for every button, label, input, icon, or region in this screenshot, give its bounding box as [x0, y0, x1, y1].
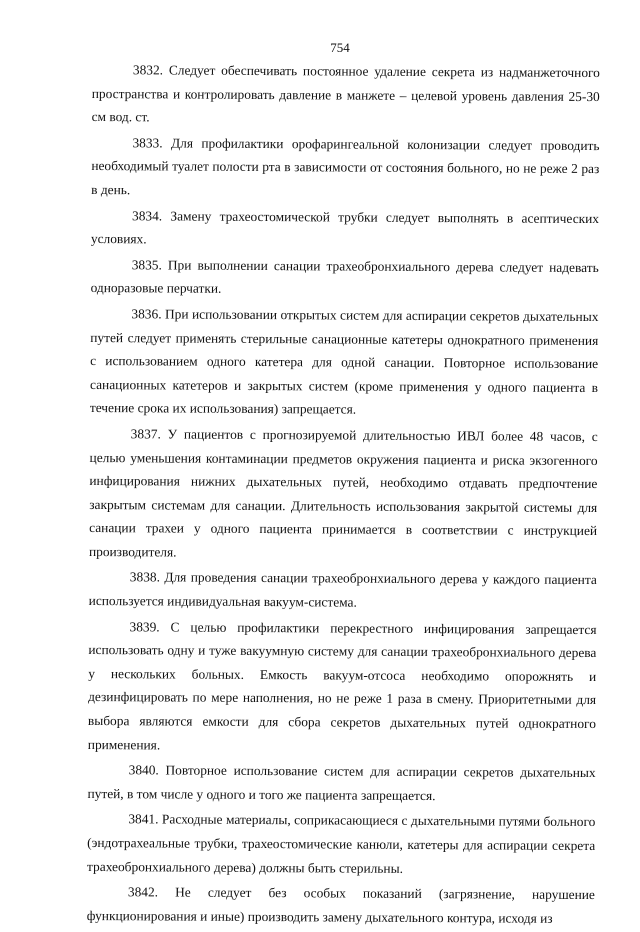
paragraph-3838: 3838. Для проведения санации трахеобронхиального дерева у каждого пациента используется индивидуальная вакуум-система.	[88, 569, 597, 610]
paragraph-3841: 3841. Расходные материалы, соприкасающиеся с дыхательными путями больного (эндотрахеальные трубки, трахеостомические канюли, катетеры для аспирации секрета трахеобронхиального дерева) должны быть стерильны.	[87, 811, 596, 876]
paragraph-3836: 3836. При использовании открытых систем для аспирации секретов дыхательных путей следует применять стерильные санационные катетеры однократного применения с использованием одного катетера для одной санации. Повторное использование санационных катетеров и закрытых систем (кроме применения у одного пациента в течение срока их использования) запрещается.	[89, 306, 599, 417]
paragraph-3833: 3833. Для профилактики орофарингеальной колонизации следует проводить необходимый туалет полости рта в зависимости от состояния больного, но не реже 2 раз в день.	[91, 135, 600, 198]
paragraph-3840: 3840. Повторное использование систем для аспирации секретов дыхательных путей, в том числе у одного и того же пациента запрещается.	[87, 762, 596, 803]
paragraph-3834: 3834. Замену трахеостомической трубки следует выполнять в асептических условиях.	[90, 207, 600, 247]
paragraph-3835: 3835. При выполнении санации трахеобронхиального дерева следует надевать одноразовые перчатки.	[90, 256, 599, 297]
paragraph-3837: 3837. У пациентов с прогнозируемой длительностью ИВЛ более 48 часов, с целью уменьшения контаминации предметов окружения пациента и риска экзогенного инфицирования нижних дыхательных путей, необходимо отдавать предпочтение закрытым системам для санации. Длительность использования закрытой системы для санации трахеи у одного пациента принимается в соответствии с инструкцией производителя.	[88, 426, 598, 560]
paragraph-3842: 3842. Не следует без особых показаний (загрязнение, нарушение функционирования и иные) производить замену дыхательного контура, исходя из	[86, 884, 595, 926]
document-body	[87, 58, 600, 932]
paragraph-3839: 3839. С целью профилактики перекрестного инфицирования запрещается использовать одну и туже вакуумную систему для санации трахеобронхиального дерева у нескольких больных. Емкость вакуум-отсоса необходимо опорожнять и дезинфицировать по мере наполнения, но не реже 1 раза в смену. Приоритетными для выбора являются емкости для сбора секретов дыхательных путей однократного применения.	[87, 618, 597, 753]
page-number: 754	[330, 40, 350, 55]
paragraph-3832: 3832. Следует обеспечивать постоянное удаление секрета из надманжеточного пространства и контролировать давление в манжете – целевой уровень давления 25-30 см вод. ст.	[91, 62, 600, 125]
